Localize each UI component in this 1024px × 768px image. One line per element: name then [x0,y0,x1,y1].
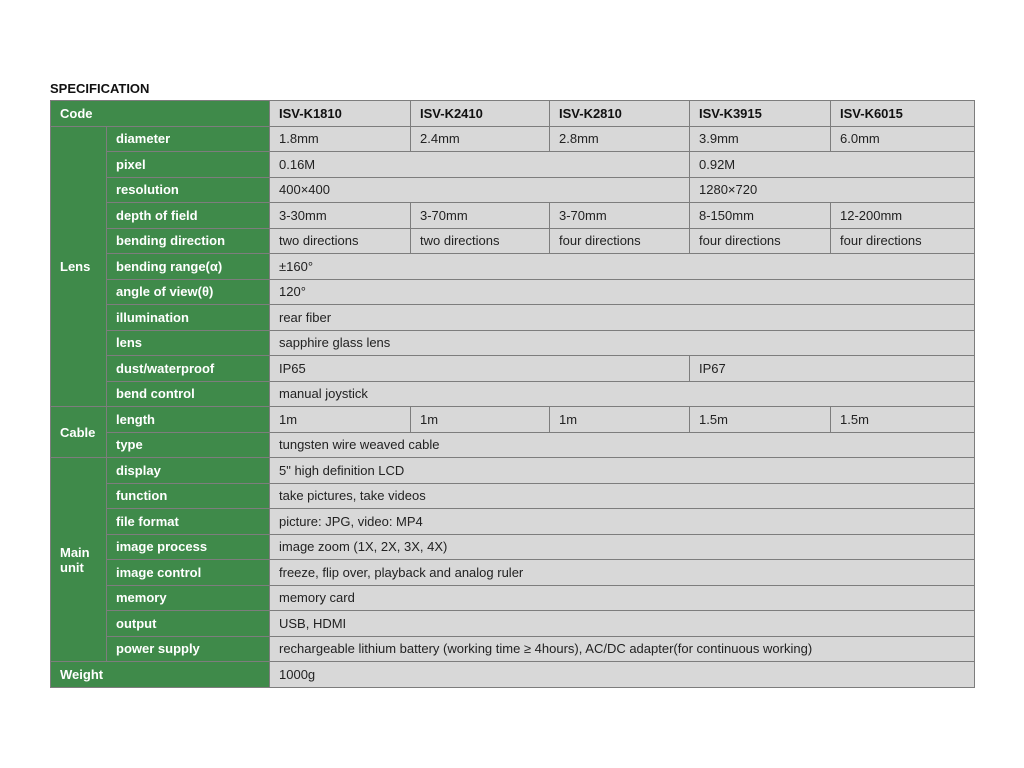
cable-group-label: Cable [51,407,107,458]
table-row-image-process [51,534,975,560]
weight-label: Weight [51,662,270,688]
table-row-output [51,611,975,637]
value-cell: 2.4mm [411,126,550,152]
value-cell: IP65 [270,356,690,382]
model-cell: ISV-K2810 [550,101,690,127]
value-cell: 3-30mm [270,203,411,229]
value-cell: manual joystick [270,381,975,407]
table-row-type [51,432,975,458]
table-row-function [51,483,975,509]
table-row-angle-of-view [51,279,975,305]
model-cell: ISV-K6015 [831,101,975,127]
value-cell: 6.0mm [831,126,975,152]
main-unit-group-label [51,458,107,662]
table-row-illumination [51,305,975,331]
row-label-depth-of-field: depth of field [107,203,270,229]
table-row-lens [51,330,975,356]
table-row-weight [51,662,975,688]
table-row-bending-direction [51,228,975,254]
value-cell: rechargeable lithium battery (working time ≥ 4hours), AC/DC adapter(for continuous working) [270,636,975,662]
row-label-image-process: image process [107,534,270,560]
row-label-pixel: pixel [107,152,270,178]
value-cell: four directions [550,228,690,254]
table-row-image-control [51,560,975,586]
table-row-power-supply [51,636,975,662]
value-cell: 3-70mm [550,203,690,229]
row-label-function: function [107,483,270,509]
model-cell: ISV-K3915 [690,101,831,127]
main-unit-label-line1: Main [60,544,90,560]
value-cell: 1m [270,407,411,433]
value-cell: 120° [270,279,975,305]
value-cell: take pictures, take videos [270,483,975,509]
row-label-bend-control: bend control [107,381,270,407]
value-cell: 3-70mm [411,203,550,229]
value-cell: IP67 [690,356,975,382]
lens-group-label: Lens [51,126,107,407]
row-label-image-control: image control [107,560,270,586]
table-row-pixel [51,152,975,178]
row-label-length: length [107,407,270,433]
table-row-length [51,407,975,433]
table-row-bending-range [51,254,975,280]
table-row-diameter [51,126,975,152]
value-cell: 3.9mm [690,126,831,152]
row-label-angle-of-view: angle of view(θ) [107,279,270,305]
row-label-lens: lens [107,330,270,356]
value-cell: memory card [270,585,975,611]
table-row-code [51,101,975,127]
value-cell: USB, HDMI [270,611,975,637]
value-cell: 12-200mm [831,203,975,229]
value-cell: 0.92M [690,152,975,178]
value-cell: four directions [831,228,975,254]
main-unit-label-line2: unit [60,559,84,575]
row-label-illumination: illumination [107,305,270,331]
value-cell: picture: JPG, video: MP4 [270,509,975,535]
value-cell: 1m [550,407,690,433]
row-label-bending-range: bending range(α) [107,254,270,280]
row-label-type: type [107,432,270,458]
value-cell: sapphire glass lens [270,330,975,356]
value-cell: tungsten wire weaved cable [270,432,975,458]
table-row-bend-control [51,381,975,407]
value-cell: 5" high definition LCD [270,458,975,484]
value-cell: rear fiber [270,305,975,331]
table-row-display [51,458,975,484]
value-cell: 1.5m [690,407,831,433]
row-label-output: output [107,611,270,637]
row-label-memory: memory [107,585,270,611]
value-cell: 400×400 [270,177,690,203]
value-cell: 1m [411,407,550,433]
row-label-power-supply: power supply [107,636,270,662]
model-cell: ISV-K2410 [411,101,550,127]
value-cell: four directions [690,228,831,254]
value-cell: 1280×720 [690,177,975,203]
code-label: Code [51,101,270,127]
table-row-file-format [51,509,975,535]
model-cell: ISV-K1810 [270,101,411,127]
row-label-display: display [107,458,270,484]
row-label-resolution: resolution [107,177,270,203]
value-cell: 2.8mm [550,126,690,152]
value-cell: image zoom (1X, 2X, 3X, 4X) [270,534,975,560]
table-row-resolution [51,177,975,203]
table-row-memory [51,585,975,611]
value-cell: 0.16M [270,152,690,178]
row-label-diameter: diameter [107,126,270,152]
value-cell: 1.5m [831,407,975,433]
table-row-dust-waterproof [51,356,975,382]
value-cell: freeze, flip over, playback and analog ruler [270,560,975,586]
specification-table [50,100,975,688]
value-cell: 1000g [270,662,975,688]
row-label-dust-waterproof: dust/waterproof [107,356,270,382]
value-cell: ±160° [270,254,975,280]
value-cell: two directions [270,228,411,254]
row-label-bending-direction: bending direction [107,228,270,254]
page-title: SPECIFICATION [50,81,150,96]
row-label-file-format: file format [107,509,270,535]
value-cell: two directions [411,228,550,254]
table-row-depth-of-field [51,203,975,229]
value-cell: 1.8mm [270,126,411,152]
value-cell: 8-150mm [690,203,831,229]
